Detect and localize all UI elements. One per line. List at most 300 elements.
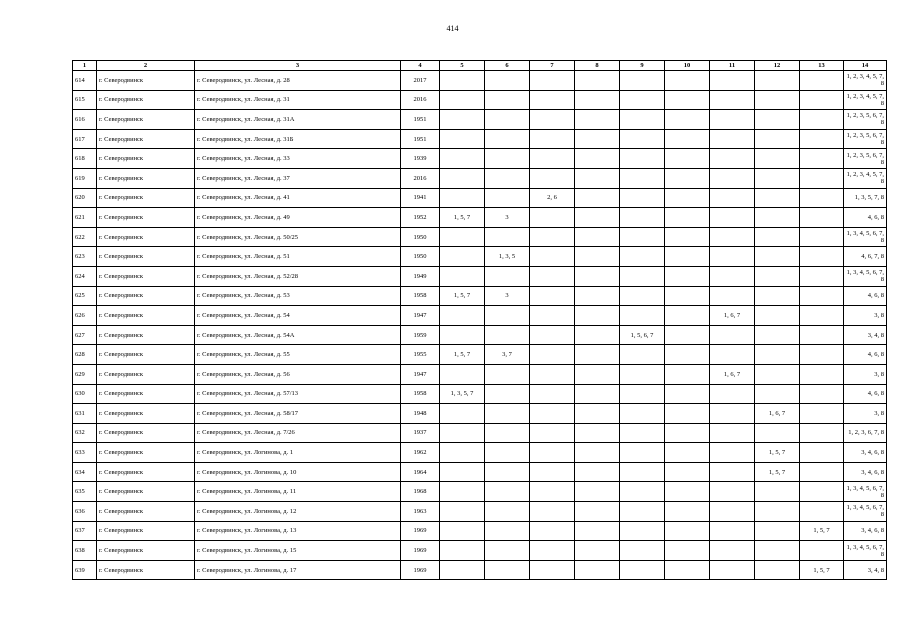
table-cell-col-11 [710, 404, 755, 424]
table-cell-col-2: г. Северодвинск [97, 306, 195, 326]
table-row [73, 266, 887, 286]
table-cell-col-8 [575, 306, 620, 326]
table-cell-col-14: 3, 4, 8 [844, 560, 887, 580]
table-cell-col-1: 617 [73, 129, 97, 149]
table-cell-col-1: 637 [73, 521, 97, 541]
table-row [73, 208, 887, 228]
table-cell-col-2: г. Северодвинск [97, 560, 195, 580]
table-cell-col-9 [620, 71, 665, 91]
table-cell-col-13 [800, 90, 844, 110]
table-cell-col-12 [755, 286, 800, 306]
table-cell-col-4: 1948 [401, 404, 440, 424]
table-cell-col-2: г. Северодвинск [97, 266, 195, 286]
table-cell-col-2: г. Северодвинск [97, 502, 195, 522]
column-header-12: 12 [755, 61, 800, 71]
column-header-10: 10 [665, 61, 710, 71]
table-cell-col-9 [620, 345, 665, 365]
table-row [73, 502, 887, 522]
table-cell-col-5 [440, 462, 485, 482]
table-cell-col-9 [620, 286, 665, 306]
table-cell-col-9 [620, 188, 665, 208]
table-cell-col-12 [755, 482, 800, 502]
table-cell-col-10 [665, 404, 710, 424]
table-cell-col-13 [800, 227, 844, 247]
column-header-4: 4 [401, 61, 440, 71]
table-cell-col-1: 626 [73, 306, 97, 326]
table-cell-col-9 [620, 462, 665, 482]
table-cell-col-9 [620, 482, 665, 502]
table-cell-col-12: 1, 5, 7 [755, 443, 800, 463]
table-cell-col-13: 1, 5, 7 [800, 560, 844, 580]
table-cell-col-5 [440, 423, 485, 443]
table-cell-col-2: г. Северодвинск [97, 541, 195, 561]
table-cell-col-9 [620, 560, 665, 580]
table-cell-col-6: 1, 3, 5 [485, 247, 530, 267]
table-cell-col-14: 3, 4, 6, 8 [844, 521, 887, 541]
table-cell-col-3: г. Северодвинск, ул. Лесная, д. 49 [195, 208, 401, 228]
table-cell-col-13 [800, 423, 844, 443]
table-cell-col-11 [710, 110, 755, 130]
table-cell-col-1: 618 [73, 149, 97, 169]
table-cell-col-6 [485, 462, 530, 482]
table-cell-col-2: г. Северодвинск [97, 188, 195, 208]
table-cell-col-5 [440, 110, 485, 130]
table-cell-col-3: г. Северодвинск, ул. Лесная, д. 56 [195, 364, 401, 384]
table-cell-col-12 [755, 541, 800, 561]
table-cell-col-13 [800, 188, 844, 208]
table-cell-col-1: 622 [73, 227, 97, 247]
table-cell-col-9 [620, 306, 665, 326]
table-cell-col-6 [485, 71, 530, 91]
table-cell-col-7 [530, 325, 575, 345]
table-cell-col-9: 1, 5, 6, 7 [620, 325, 665, 345]
table-cell-col-13 [800, 443, 844, 463]
table-cell-col-6 [485, 266, 530, 286]
table-cell-col-7 [530, 208, 575, 228]
table-cell-col-11 [710, 168, 755, 188]
table-cell-col-5: 1, 3, 5, 7 [440, 384, 485, 404]
table-cell-col-14: 4, 6, 8 [844, 384, 887, 404]
table-cell-col-7 [530, 384, 575, 404]
table-cell-col-7 [530, 560, 575, 580]
table-cell-col-14: 1, 3, 4, 5, 6, 7, 8 [844, 482, 887, 502]
table-cell-col-3: г. Северодвинск, ул. Лесная, д. 57/13 [195, 384, 401, 404]
table-cell-col-10 [665, 306, 710, 326]
table-cell-col-14: 4, 6, 8 [844, 345, 887, 365]
table-cell-col-5: 1, 5, 7 [440, 286, 485, 306]
table-cell-col-7 [530, 149, 575, 169]
table-cell-col-5 [440, 149, 485, 169]
column-header-13: 13 [800, 61, 844, 71]
table-cell-col-8 [575, 521, 620, 541]
table-cell-col-13 [800, 482, 844, 502]
table-cell-col-8 [575, 404, 620, 424]
table-cell-col-6 [485, 306, 530, 326]
table-cell-col-9 [620, 168, 665, 188]
table-cell-col-13 [800, 325, 844, 345]
table-cell-col-4: 1968 [401, 482, 440, 502]
table-cell-col-12 [755, 364, 800, 384]
table-cell-col-13 [800, 266, 844, 286]
table-cell-col-2: г. Северодвинск [97, 149, 195, 169]
table-cell-col-3: г. Северодвинск, ул. Лесная, д. 54А [195, 325, 401, 345]
table-cell-col-2: г. Северодвинск [97, 443, 195, 463]
table-cell-col-11: 1, 6, 7 [710, 364, 755, 384]
table-cell-col-5 [440, 247, 485, 267]
table-row [73, 423, 887, 443]
table-cell-col-14: 1, 2, 3, 6, 7, 8 [844, 423, 887, 443]
table-cell-col-3: г. Северодвинск, ул. Лесная, д. 52/28 [195, 266, 401, 286]
table-cell-col-14: 4, 6, 8 [844, 208, 887, 228]
table-cell-col-12 [755, 521, 800, 541]
table-cell-col-14: 1, 2, 3, 5, 6, 7, 8 [844, 110, 887, 130]
table-cell-col-4: 1951 [401, 110, 440, 130]
table-cell-col-5: 1, 5, 7 [440, 208, 485, 228]
table-row [73, 521, 887, 541]
table-cell-col-9 [620, 129, 665, 149]
table-cell-col-13 [800, 541, 844, 561]
table-cell-col-10 [665, 149, 710, 169]
table-cell-col-14: 3, 8 [844, 364, 887, 384]
table-cell-col-12 [755, 110, 800, 130]
table-cell-col-10 [665, 188, 710, 208]
table-cell-col-6 [485, 188, 530, 208]
table-cell-col-11 [710, 71, 755, 91]
table-cell-col-8 [575, 443, 620, 463]
table-cell-col-8 [575, 188, 620, 208]
table-cell-col-11 [710, 521, 755, 541]
table-cell-col-5 [440, 560, 485, 580]
table-cell-col-12 [755, 149, 800, 169]
table-cell-col-10 [665, 345, 710, 365]
table-cell-col-1: 620 [73, 188, 97, 208]
table-cell-col-7 [530, 364, 575, 384]
table-cell-col-8 [575, 345, 620, 365]
table-cell-col-8 [575, 149, 620, 169]
table-cell-col-5: 1, 5, 7 [440, 345, 485, 365]
table-cell-col-14: 1, 2, 3, 4, 5, 7, 8 [844, 71, 887, 91]
table-cell-col-13 [800, 345, 844, 365]
table-cell-col-10 [665, 423, 710, 443]
table-cell-col-10 [665, 286, 710, 306]
table-cell-col-7 [530, 462, 575, 482]
table-cell-col-2: г. Северодвинск [97, 110, 195, 130]
table-cell-col-11 [710, 443, 755, 463]
table-cell-col-12 [755, 90, 800, 110]
table-cell-col-6 [485, 227, 530, 247]
table-cell-col-5 [440, 168, 485, 188]
table-cell-col-14: 1, 3, 4, 5, 6, 7, 8 [844, 502, 887, 522]
table-cell-col-9 [620, 502, 665, 522]
table-cell-col-14: 1, 2, 3, 4, 5, 7, 8 [844, 168, 887, 188]
table-cell-col-1: 633 [73, 443, 97, 463]
table-cell-col-1: 627 [73, 325, 97, 345]
table-cell-col-11 [710, 541, 755, 561]
table-cell-col-13 [800, 364, 844, 384]
table-cell-col-1: 625 [73, 286, 97, 306]
table-cell-col-14: 1, 2, 3, 5, 6, 7, 8 [844, 129, 887, 149]
table-cell-col-11 [710, 227, 755, 247]
table-cell-col-14: 4, 6, 7, 8 [844, 247, 887, 267]
data-table [72, 60, 887, 580]
table-row [73, 227, 887, 247]
table-cell-col-9 [620, 90, 665, 110]
table-cell-col-14: 3, 4, 6, 8 [844, 443, 887, 463]
table-cell-col-3: г. Северодвинск, ул. Лесная, д. 33 [195, 149, 401, 169]
table-cell-col-13 [800, 129, 844, 149]
table-cell-col-6 [485, 364, 530, 384]
table-cell-col-13 [800, 168, 844, 188]
table-cell-col-7 [530, 521, 575, 541]
table-cell-col-10 [665, 71, 710, 91]
table-cell-col-7 [530, 443, 575, 463]
table-cell-col-4: 1959 [401, 325, 440, 345]
table-cell-col-3: г. Северодвинск, ул. Лесная, д. 55 [195, 345, 401, 365]
table-cell-col-2: г. Северодвинск [97, 71, 195, 91]
table-cell-col-4: 2016 [401, 168, 440, 188]
table-cell-col-12: 1, 6, 7 [755, 404, 800, 424]
table-cell-col-14: 1, 3, 4, 5, 6, 7, 8 [844, 227, 887, 247]
table-cell-col-3: г. Северодвинск, ул. Логинова, д. 15 [195, 541, 401, 561]
table-cell-col-2: г. Северодвинск [97, 286, 195, 306]
table-cell-col-4: 1958 [401, 384, 440, 404]
table-cell-col-6 [485, 404, 530, 424]
table-cell-col-11 [710, 266, 755, 286]
table-cell-col-3: г. Северодвинск, ул. Лесная, д. 50/25 [195, 227, 401, 247]
table-cell-col-11 [710, 286, 755, 306]
table-cell-col-4: 1939 [401, 149, 440, 169]
table-cell-col-4: 1964 [401, 462, 440, 482]
table-cell-col-4: 2017 [401, 71, 440, 91]
table-cell-col-14: 1, 3, 4, 5, 6, 7, 8 [844, 541, 887, 561]
table-cell-col-1: 636 [73, 502, 97, 522]
table-cell-col-8 [575, 168, 620, 188]
table-cell-col-2: г. Северодвинск [97, 247, 195, 267]
table-row [73, 90, 887, 110]
table-cell-col-11 [710, 502, 755, 522]
table-cell-col-4: 1969 [401, 560, 440, 580]
table-cell-col-1: 638 [73, 541, 97, 561]
table-cell-col-7 [530, 286, 575, 306]
table-cell-col-14: 3, 4, 8 [844, 325, 887, 345]
table-cell-col-6 [485, 110, 530, 130]
table-cell-col-5 [440, 502, 485, 522]
table-row [73, 345, 887, 365]
table-cell-col-11 [710, 90, 755, 110]
table-cell-col-7 [530, 247, 575, 267]
table-cell-col-8 [575, 208, 620, 228]
table-cell-col-4: 1941 [401, 188, 440, 208]
table-cell-col-1: 621 [73, 208, 97, 228]
table-row [73, 247, 887, 267]
table-cell-col-9 [620, 541, 665, 561]
table-cell-col-2: г. Северодвинск [97, 521, 195, 541]
table-cell-col-11 [710, 423, 755, 443]
column-header-14: 14 [844, 61, 887, 71]
table-cell-col-5 [440, 266, 485, 286]
table-cell-col-2: г. Северодвинск [97, 404, 195, 424]
table-cell-col-8 [575, 502, 620, 522]
table-cell-col-8 [575, 423, 620, 443]
table-cell-col-11 [710, 384, 755, 404]
table-cell-col-7 [530, 266, 575, 286]
table-cell-col-6 [485, 443, 530, 463]
column-header-9: 9 [620, 61, 665, 71]
table-cell-col-8 [575, 325, 620, 345]
table-cell-col-13 [800, 306, 844, 326]
table-cell-col-14: 3, 4, 6, 8 [844, 462, 887, 482]
table-cell-col-14: 1, 2, 3, 5, 6, 7, 8 [844, 149, 887, 169]
table-cell-col-14: 3, 8 [844, 404, 887, 424]
table-cell-col-4: 1951 [401, 129, 440, 149]
table-cell-col-8 [575, 482, 620, 502]
table-cell-col-1: 639 [73, 560, 97, 580]
table-cell-col-11 [710, 482, 755, 502]
table-cell-col-3: г. Северодвинск, ул. Лесная, д. 37 [195, 168, 401, 188]
table-cell-col-5 [440, 227, 485, 247]
table-cell-col-1: 628 [73, 345, 97, 365]
table-cell-col-3: г. Северодвинск, ул. Лесная, д. 51 [195, 247, 401, 267]
table-cell-col-12 [755, 227, 800, 247]
table-cell-col-2: г. Северодвинск [97, 90, 195, 110]
table-cell-col-13: 1, 5, 7 [800, 521, 844, 541]
table-cell-col-8 [575, 286, 620, 306]
table-row [73, 541, 887, 561]
table-cell-col-4: 1955 [401, 345, 440, 365]
column-header-5: 5 [440, 61, 485, 71]
table-cell-col-13 [800, 462, 844, 482]
table-cell-col-1: 631 [73, 404, 97, 424]
table-cell-col-7 [530, 306, 575, 326]
table-cell-col-10 [665, 560, 710, 580]
table-cell-col-8 [575, 541, 620, 561]
table-cell-col-10 [665, 266, 710, 286]
table-cell-col-10 [665, 247, 710, 267]
table-cell-col-6 [485, 90, 530, 110]
table-cell-col-6 [485, 560, 530, 580]
table-cell-col-4: 2016 [401, 90, 440, 110]
table-cell-col-4: 1952 [401, 208, 440, 228]
table-row [73, 325, 887, 345]
table-cell-col-12 [755, 266, 800, 286]
table-cell-col-5 [440, 90, 485, 110]
table-cell-col-8 [575, 129, 620, 149]
table-cell-col-11 [710, 208, 755, 228]
table-cell-col-1: 623 [73, 247, 97, 267]
table-cell-col-8 [575, 110, 620, 130]
table-cell-col-5 [440, 306, 485, 326]
table-cell-col-5 [440, 129, 485, 149]
table-cell-col-7 [530, 168, 575, 188]
table-cell-col-14: 1, 3, 5, 7, 8 [844, 188, 887, 208]
table-cell-col-2: г. Северодвинск [97, 462, 195, 482]
table-cell-col-8 [575, 364, 620, 384]
table-cell-col-2: г. Северодвинск [97, 482, 195, 502]
table-row [73, 168, 887, 188]
table-cell-col-7 [530, 345, 575, 365]
table-cell-col-7 [530, 110, 575, 130]
column-header-6: 6 [485, 61, 530, 71]
table-cell-col-2: г. Северодвинск [97, 208, 195, 228]
table-cell-col-1: 634 [73, 462, 97, 482]
column-header-1: 1 [73, 61, 97, 71]
table-cell-col-3: г. Северодвинск, ул. Лесная, д. 31Б [195, 129, 401, 149]
table-cell-col-7 [530, 129, 575, 149]
table-cell-col-13 [800, 404, 844, 424]
table-cell-col-2: г. Северодвинск [97, 325, 195, 345]
table-cell-col-9 [620, 208, 665, 228]
table-cell-col-13 [800, 208, 844, 228]
table-cell-col-3: г. Северодвинск, ул. Лесная, д. 41 [195, 188, 401, 208]
table-cell-col-13 [800, 247, 844, 267]
table-cell-col-2: г. Северодвинск [97, 364, 195, 384]
table-cell-col-3: г. Северодвинск, ул. Лесная, д. 54 [195, 306, 401, 326]
table-cell-col-2: г. Северодвинск [97, 384, 195, 404]
table-cell-col-4: 1949 [401, 266, 440, 286]
table-cell-col-4: 1969 [401, 541, 440, 561]
table-cell-col-11 [710, 462, 755, 482]
table-cell-col-11 [710, 149, 755, 169]
table-cell-col-1: 614 [73, 71, 97, 91]
table-cell-col-9 [620, 521, 665, 541]
table-cell-col-11 [710, 560, 755, 580]
column-header-7: 7 [530, 61, 575, 71]
table-row [73, 384, 887, 404]
table-cell-col-8 [575, 384, 620, 404]
table-cell-col-7 [530, 482, 575, 502]
table-body [73, 71, 887, 580]
table-cell-col-12 [755, 306, 800, 326]
table-cell-col-9 [620, 384, 665, 404]
table-row [73, 71, 887, 91]
table-cell-col-12 [755, 129, 800, 149]
table-cell-col-10 [665, 443, 710, 463]
table-cell-col-6 [485, 384, 530, 404]
column-header-2: 2 [97, 61, 195, 71]
table-cell-col-5 [440, 404, 485, 424]
table-cell-col-10 [665, 110, 710, 130]
table-cell-col-9 [620, 423, 665, 443]
table-cell-col-8 [575, 266, 620, 286]
table-cell-col-4: 1950 [401, 247, 440, 267]
table-cell-col-7: 2, 6 [530, 188, 575, 208]
table-cell-col-9 [620, 247, 665, 267]
table-cell-col-1: 629 [73, 364, 97, 384]
table-cell-col-7 [530, 423, 575, 443]
table-cell-col-4: 1969 [401, 521, 440, 541]
table-cell-col-12 [755, 325, 800, 345]
table-cell-col-3: г. Северодвинск, ул. Лесная, д. 58/17 [195, 404, 401, 424]
table-cell-col-10 [665, 462, 710, 482]
table-cell-col-5 [440, 364, 485, 384]
table-row [73, 462, 887, 482]
table-cell-col-6: 3 [485, 286, 530, 306]
table-cell-col-4: 1958 [401, 286, 440, 306]
table-row [73, 286, 887, 306]
table-cell-col-14: 1, 2, 3, 4, 5, 7, 8 [844, 90, 887, 110]
table-cell-col-12 [755, 71, 800, 91]
table-cell-col-6 [485, 482, 530, 502]
table-cell-col-12 [755, 208, 800, 228]
table-cell-col-6: 3, 7 [485, 345, 530, 365]
table-row [73, 482, 887, 502]
table-cell-col-10 [665, 129, 710, 149]
table-row [73, 306, 887, 326]
table-cell-col-7 [530, 90, 575, 110]
column-header-11: 11 [710, 61, 755, 71]
table-row [73, 110, 887, 130]
table-cell-col-13 [800, 149, 844, 169]
